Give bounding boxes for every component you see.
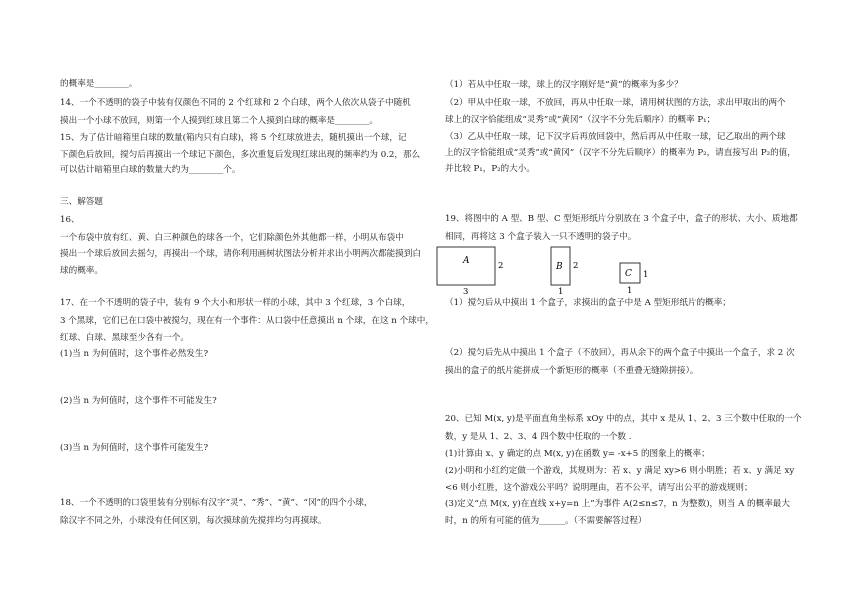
- q17-part2: (2)当 n 为何值时，这个事件不可能发生?: [60, 396, 217, 406]
- q16-number: 16、: [60, 215, 80, 225]
- rect-b-height: 2: [573, 261, 579, 271]
- q19-part1: （1）搅匀后从中摸出 1 个盒子，求摸出的盒子中是 A 型矩形纸片的概率；: [445, 298, 731, 308]
- q18-part3-line2: 上的汉字恰能组成“灵秀”或“黄冈”（汉字不分先后顺序）的概率为 P₂，请直接写出 P₂的值，: [445, 148, 796, 158]
- q17-line1: 17、在一个不透明的袋子中，装有 9 个大小和形状一样的小球，其中 3 个红球，3 个白球，: [60, 298, 411, 308]
- q20-part3-line1: (3)定义“点 M(x, y)在直线 x+y=n 上”为事件 A(2≤n≤7，n 为整数)，则当 A 的概率最大: [445, 499, 790, 509]
- q17-line2: 3 个黑球，它们已在口袋中被搅匀，现在有一个事件：从口袋中任意摸出 n 个球，在这 n 个球中，: [60, 316, 434, 326]
- q13-tail: 的概率是________。: [60, 79, 138, 89]
- rect-b-width: 1: [558, 287, 564, 295]
- q16-line3: 球的概率。: [60, 266, 103, 276]
- q19-part2-line1: （2）搅匀后先从中摸出 1 个盒子（不放回），再从余下的两个盒子中摸出一个盒子，求 2 次: [445, 348, 795, 358]
- q18-line2: 除汉字不同之外，小球没有任何区别，每次摸球前先搅拌均匀再摸球。: [60, 516, 327, 526]
- rectangle-diagram: [435, 243, 665, 295]
- q18-part3-line1: （3）乙从中任取一球，记下汉字后再放回袋中，然后再从中任取一球，记乙取出的两个球: [445, 132, 786, 142]
- q16-line1: 一个布袋中放有红、黄、白三种颜色的球各一个，它们除颜色外其他都一样，小明从布袋中: [60, 233, 404, 243]
- q19-part2-line2: 摸出的盒子的纸片能拼成一个新矩形的概率（不重叠无缝隙拼接）。: [445, 366, 699, 376]
- q20-line1: 20、已知 M(x, y)是平面直角坐标系 xOy 中的点，其中 x 是从 1、2、3 三个数中任取的一个: [445, 414, 802, 424]
- q20-line2: 数，y 是从 1、2、3、4 四个数中任取的一个数 .: [445, 432, 632, 442]
- q18-part2-line2: 球上的汉字恰能组成“灵秀”或“黄冈”（汉字不分先后顺序）的概率 P₁；: [445, 115, 716, 125]
- q20-part2-line1: (2)小明和小红约定做一个游戏，其规则为：若 x、y 满足 xy>6 则小明胜；若 x、y 满足 xy: [445, 466, 795, 476]
- rect-a: [437, 247, 495, 285]
- q18-part3-line3: 并比较 P₁，P₂的大小。: [445, 164, 535, 174]
- rect-a-height: 2: [498, 261, 504, 271]
- q20-part3-line2: 时，n 的所有可能的值为______。（不需要解答过程）: [445, 516, 647, 526]
- q19-rectangle-figure: [435, 243, 665, 295]
- q16-line2: 摸出一个球后放回去摇匀，再摸出一个球，请你利用画树状图法分析并求出小明两次都能摸到白: [60, 249, 421, 259]
- q15-line3: 可以估计暗箱里白球的数量大约为________个。: [60, 165, 241, 175]
- q20-part1: (1)计算由 x、y 确定的点 M(x, y)在函数 y= -x+5 的图象上的概率；: [445, 449, 710, 459]
- q14-line2: 摸出一个小球不放回，则第一个人摸到红球且第二个人摸到白球的概率是________。: [60, 116, 378, 126]
- rect-c-width: 1: [627, 286, 633, 295]
- rect-b-label: B: [556, 262, 563, 272]
- rect-a-width: 3: [463, 287, 469, 295]
- q18-part1: （1）若从中任取一球，球上的汉字刚好是“黄”的概率为多少？: [445, 80, 683, 90]
- q14-line1: 14、一个不透明的袋子中装有仅颜色不同的 2 个红球和 2 个白球，两个人依次从袋子中随机: [60, 98, 411, 108]
- q15-line2: 下颜色后放回，搅匀后再摸出一个球记下颜色，多次重复后发现红球出现的频率约为 0.2，那么: [60, 150, 421, 160]
- rect-a-label: A: [463, 256, 470, 266]
- q17-part3: (3)当 n 为何值时，这个事件可能发生?: [60, 443, 209, 453]
- section-3-heading: 三、解答题: [60, 197, 103, 207]
- q20-part2-line2: <6 则小红胜，这个游戏公平吗？说明理由，若不公平，请写出公平的游戏规则；: [445, 483, 753, 493]
- q19-line1: 19、将图中的 A 型、B 型、C 型矩形纸片分别放在 3 个盒子中，盒子的形状、大小、质地都: [445, 214, 798, 224]
- q19-line2: 相同，再将这 3 个盒子装入一只不透明的袋子中。: [445, 232, 637, 242]
- q17-line3: 红球、白球、黑球至少各有一个。: [60, 333, 189, 343]
- q18-line1: 18、一个不透明的口袋里装有分别标有汉字“灵”、“秀”、“黄”、“冈”的四个小球，: [60, 498, 373, 508]
- q17-part1: (1)当 n 为何值时，这个事件必然发生?: [60, 349, 209, 359]
- q18-part2-line1: （2）甲从中任取一球，不放回，再从中任取一球，请用树状图的方法，求出甲取出的两个: [445, 98, 786, 108]
- rect-c-label: C: [625, 269, 632, 279]
- rect-c-height: 1: [643, 270, 649, 280]
- q15-line1: 15、为了估计暗箱里白球的数量(箱内只有白球)，将 5 个红球放进去，随机摸出一个球，记: [60, 133, 407, 143]
